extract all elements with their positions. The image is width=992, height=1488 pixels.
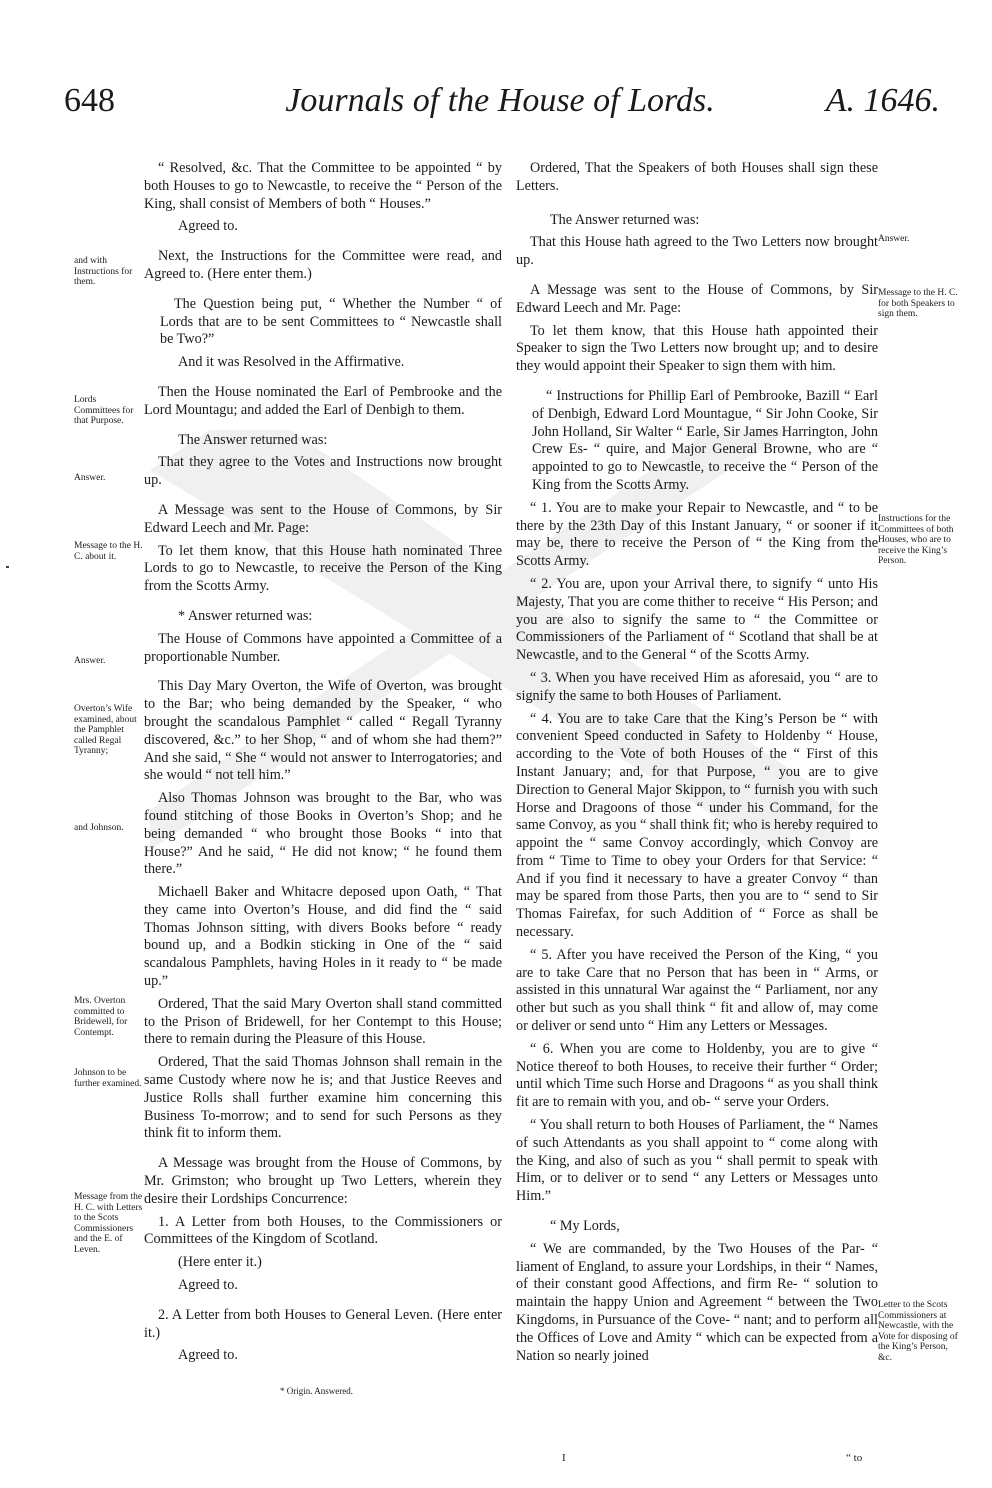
paragraph: Agreed to. bbox=[178, 1277, 238, 1294]
paragraph: A Message was brought from the House of Commons, by Mr. Grimston; who brought up Two Letters, wherein they desire their Lordships Concurrence: bbox=[144, 1155, 502, 1207]
running-title: Journals of the House of Lords. bbox=[285, 82, 715, 119]
paragraph: To let them know, that this House hath appointed their Speaker to sign the Two Letters now brought up; and to desire they would appoint their Speaker to sign them with him. bbox=[516, 322, 878, 375]
catchword: “ to bbox=[846, 1452, 863, 1464]
margin-note-right: Instructions for the Committees of both Houses, who are to receive the King’s Person. bbox=[878, 514, 954, 567]
paragraph: The Answer returned was: bbox=[178, 431, 328, 448]
paragraph: “ 4. You are to take Care that the King’s Person be “ with convenient Speed conducted in Safety to Holdenby “ House, according to the Vote of both Houses of the “ First of this Instant January; and, for that Purpose, “ you are to give Direction to General Major Skippon, to “ furnish you with such Horse and Dragoons of those “ under his Command, for the same Convoy, as you “ shall think fit; who is hereby required to appoint the “ same Convoy accordingly, which Convoy are from “ Time to Time to obey your Orders for that Service: “ And if you find it necessary to have a greater Convoy “ than may be spared from those Parts, then you are to “ send to Sir Thomas Fairefax, for such Addition of “ Force as shall be necessary. bbox=[516, 710, 878, 941]
paragraph: “ We are commanded, by the Two Houses of the Par- “ liament of England, to assure your Lordships, in their “ Names, of their constant good Affections, and firm Re- “ solution to maintain the happy Union and Agreement “ between the Two Kingdoms, in Pursuance of the Cove- “ nant; and to perform all the Offices of Love and Amity “ which can be expected from a Nation so nearly joined bbox=[516, 1240, 878, 1364]
paragraph: “ My Lords, bbox=[550, 1218, 620, 1235]
margin-note-left: Johnson to be further examined. bbox=[74, 1068, 142, 1089]
paragraph: * Answer returned was: bbox=[178, 607, 313, 624]
paragraph: The Answer returned was: bbox=[550, 211, 700, 228]
paragraph: That this House hath agreed to the Two Letters now brought up. bbox=[516, 234, 878, 269]
paragraph: Agreed to. bbox=[178, 1347, 238, 1364]
margin-note-left: Mrs. Overton committed to Bridewell, for Contempt. bbox=[74, 996, 128, 1038]
paragraph: 1. A Letter from both Houses, to the Commissioners or Committees of the Kingdom of Scotland. bbox=[144, 1213, 502, 1248]
paragraph: “ 5. After you have received the Person of the King, “ you are to take Care that no Person that has been in “ Arms, or assisted in this unnatural War against the “ Parliament, nor any other but such as you shall think “ fit and allow of, may come or deliver or send unto “ Him any Letters or Messages. bbox=[516, 946, 878, 1035]
paragraph: Michaell Baker and Whitacre deposed upon Oath, “ That they came into Overton’s House, and did find the “ said Thomas Johnson sitting, with divers Books before “ ready bound up, and a Bodkin sticking in One of the “ said scandalous Pamphlets, having Holes in it ready to “ be made up.” bbox=[144, 884, 502, 990]
margin-note-left: Answer. bbox=[74, 473, 106, 483]
right-column bbox=[516, 160, 878, 1370]
paragraph: 2. A Letter from both Houses to General Leven. (Here enter it.) bbox=[144, 1306, 502, 1341]
margin-note-left: and Johnson. bbox=[74, 823, 124, 833]
paragraph: “ 1. You are to make your Repair to Newcastle, and “ to be there by the 23th Day of this Instant January, “ or sooner if it may be, there to receive the Person of “ the King from the Scotts Army. bbox=[516, 499, 878, 570]
left-column bbox=[144, 160, 502, 1370]
paragraph: Ordered, That the said Mary Overton shall stand committed to the Prison of Bridewell, for her Contempt to this House; there to remain during the Pleasure of this House. bbox=[144, 995, 502, 1048]
paragraph: The Question being put, “ Whether the Number “ of Lords that are to be sent Committees to “ Newcastle shall be Two?” bbox=[160, 295, 502, 348]
paragraph: To let them know, that this House hath nominated Three Lords to go to Newcastle, to receive the Person of the King from the Scotts Army. bbox=[144, 542, 502, 595]
footnote: * Origin. Answered. bbox=[280, 1386, 353, 1396]
paragraph: That they agree to the Votes and Instructions now brought up. bbox=[144, 454, 502, 489]
paragraph: Next, the Instructions for the Committee were read, and Agreed to. (Here enter them.) bbox=[144, 248, 502, 282]
paragraph: The House of Commons have appointed a Committee of a proportionable Number. bbox=[144, 630, 502, 665]
paragraph: A Message was sent to the House of Commons, by Sir Edward Leech and Mr. Page: bbox=[516, 281, 878, 316]
page-number: 648 bbox=[64, 82, 115, 119]
scan-speck bbox=[6, 566, 9, 568]
paragraph: “ 6. When you are come to Holdenby, you are to give “ Notice thereof to both Houses, to receive their further “ Order; until which Time such Horse and Dragoons “ as you shall think fit are to remain with you, and ob- “ serve your Orders. bbox=[516, 1040, 878, 1111]
year-label: A. 1646. bbox=[825, 82, 940, 119]
paragraph: “ Instructions for Phillip Earl of Pembrooke, Bazill “ Earl of Denbigh, Edward Lord Mountague, “ Sir John Cooke, Sir John Holland, Sir Walter “ Earle, Sir James Harrington, John Crew Es- “ quire, and Major General Browne, who are “ appointed to go to Newcastle, to receive the “ Person of the King from the Scotts Army. bbox=[532, 387, 878, 493]
paragraph: This Day Mary Overton, the Wife of Overton, was brought to the Bar; who being demanded by the Speaker, “ who brought the scandalous Pamphlet “ called “ Regall Tyranny discovered, &c.” to her Shop, “ and of whom she had them?” And she said, “ She “ would not answer to Interrogatories; and she would “ not tell him.” bbox=[144, 678, 502, 784]
paragraph: “ You shall return to both Houses of Parliament, the “ Names of such Attendants as you shall appoint to “ come along with the King, and also of such as you “ shall permit to speak with Him, or to deliver or to send “ any Letters or Messages unto Him.” bbox=[516, 1117, 878, 1205]
margin-note-left: and with Instructions for them. bbox=[74, 256, 133, 288]
paragraph: Ordered, That the Speakers of both Houses shall sign these Letters. bbox=[516, 160, 878, 194]
paragraph: (Here enter it.) bbox=[178, 1254, 262, 1271]
margin-note-left: Lords Committees for that Purpose. bbox=[74, 395, 134, 427]
margin-note-left: Message to the H. C. about it. bbox=[74, 541, 143, 562]
margin-note-right: Message to the H. C. for both Speakers to sign them. bbox=[878, 288, 958, 320]
paragraph: And it was Resolved in the Affirmative. bbox=[178, 354, 405, 371]
paragraph: Agreed to. bbox=[178, 218, 238, 235]
paragraph: Also Thomas Johnson was brought to the Bar, who was found stitching of those Books in Overton’s Shop; and he being demanded “ who brought those Books “ into that House?” And he said, “ He did not know; “ he found them there.” bbox=[144, 790, 502, 878]
margin-note-right: Letter to the Scots Commissioners at Newcastle, with the Vote for disposing of the King’s Person, &c. bbox=[878, 1300, 958, 1363]
margin-note-left: Overton’s Wife examined, about the Pamphlet called Regal Tyranny; bbox=[74, 704, 137, 757]
paragraph: “ 3. When you have received Him as aforesaid, you “ are to signify the same to both Houses of Parliament. bbox=[516, 669, 878, 704]
page-header bbox=[60, 82, 940, 132]
paragraph: “ Resolved, &c. That the Committee to be appointed “ by both Houses to go to Newcastle, to receive the “ Person of the King, shall consist of Members of both “ Houses.” bbox=[144, 160, 502, 212]
paragraph: Then the House nominated the Earl of Pembrooke and the Lord Mountagu; and added the Earl of Denbigh to them. bbox=[144, 383, 502, 418]
margin-note-left: Answer. bbox=[74, 656, 106, 666]
signature-mark: I bbox=[562, 1452, 566, 1464]
margin-note-left: Message from the H. C. with Letters to the Scots Commissioners and the E. of Leven. bbox=[74, 1192, 143, 1255]
paragraph: A Message was sent to the House of Commons, by Sir Edward Leech and Mr. Page: bbox=[144, 501, 502, 536]
paragraph: “ 2. You are, upon your Arrival there, to signify “ unto His Majesty, That you are come thither to receive “ His Person; and you are also to signify the same to “ the Committee or Commissioners of the Parliament of “ Scotland that shall be at Newcastle, and to the General “ of the Scotts Army. bbox=[516, 575, 878, 664]
paragraph: Ordered, That the said Thomas Johnson shall remain in the same Custody where now he is; and that Justice Reeves and Justice Rolls shall further examine him concerning this Business To-morrow; and to send for such Persons as they think fit to inform them. bbox=[144, 1054, 502, 1142]
margin-note-right: Answer. bbox=[878, 234, 910, 244]
